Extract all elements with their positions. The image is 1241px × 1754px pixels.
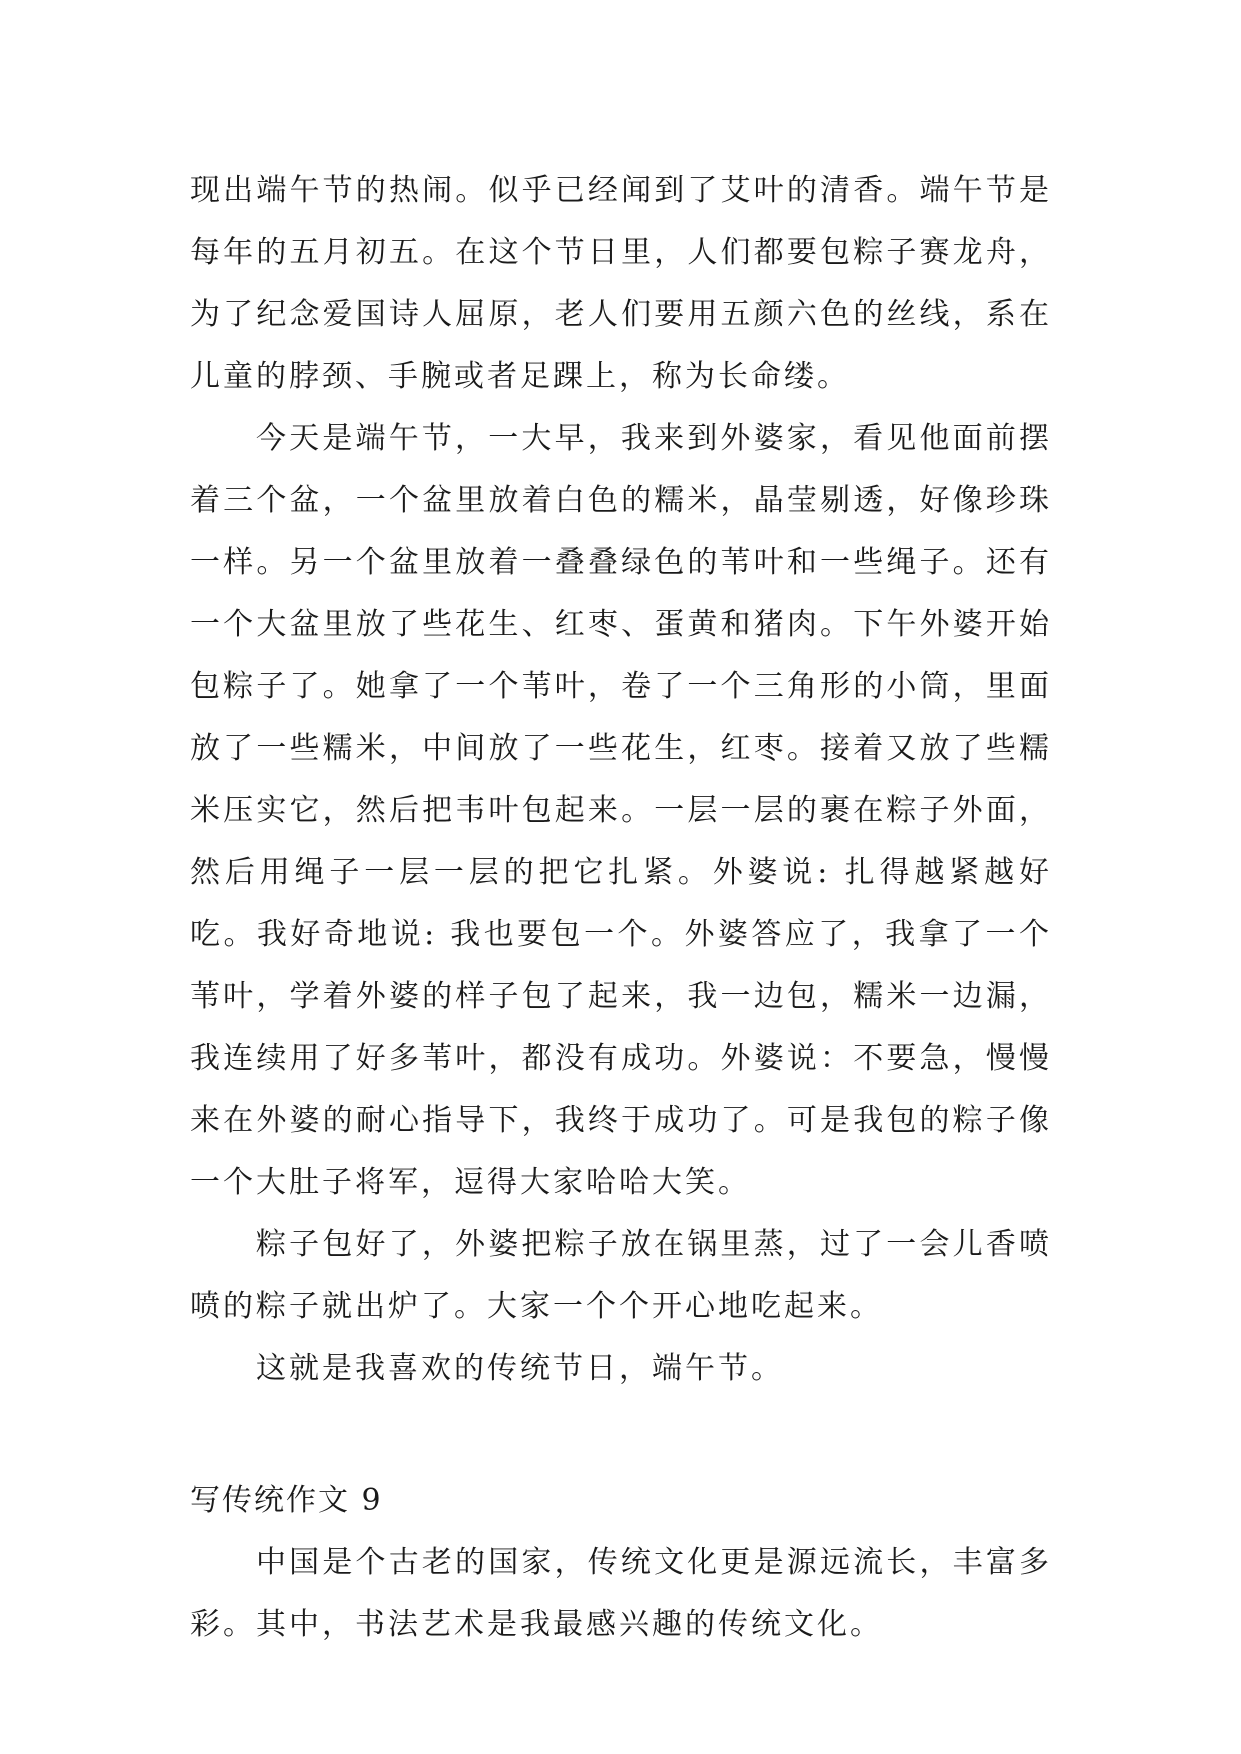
paragraph-conclusion: 这就是我喜欢的传统节日，端午节。 bbox=[256, 1351, 784, 1386]
paragraph-calligraphy-intro: 中国是个古老的国家，传统文化更是源远流长，丰富多彩。其中，书法艺术是我最感兴趣的传统文化。 bbox=[190, 1545, 1052, 1642]
paragraph-making-zongzi: 今天是端午节，一大早，我来到外婆家，看见他面前摆着三个盆，一个盆里放着白色的糯米，晶莹剔透，好像珍珠一样。另一个盆里放着一叠叠绿色的苇叶和一些绳子。还有一个大盆里放了些花生、红枣、蛋黄和猪肉。下午外婆开始包粽子了。她拿了一个苇叶，卷了一个三角形的小筒，里面放了一些糯米，中间放了一些花生，红枣。接着又放了些糯米压实它，然后把韦叶包起来。一层一层的裹在粽子外面，然后用绳子一层一层的把它扎紧。外婆说: 扎得越紧越好吃。我好奇地说: 我也要包一个。外婆答应了，我拿了一个苇叶，学着外婆的样子包了起来，我一边包，糯米一边漏，我连续用了好多苇叶，都没有成功。外婆说：不要急，慢慢来在外婆的耐心指导下，我终于成功了。可是我包的粽子像一个大肚子将军，逗得大家哈哈大笑。 bbox=[190, 421, 1052, 1200]
section-heading: 写传统作文 9 bbox=[190, 1483, 383, 1518]
paragraph-eating-zongzi: 粽子包好了，外婆把粽子放在锅里蒸，过了一会儿香喷喷的粽子就出炉了。大家一个个开心地吃起来。 bbox=[190, 1227, 1052, 1324]
document-body bbox=[190, 160, 1052, 1656]
paragraph-dragon-boat-intro: 现出端午节的热闹。似乎已经闻到了艾叶的清香。端午节是每年的五月初五。在这个节日里，人们都要包粽子赛龙舟，为了纪念爱国诗人屈原，老人们要用五颜六色的丝线，系在儿童的脖颈、手腕或者足踝上，称为长命缕。 bbox=[190, 173, 1052, 394]
